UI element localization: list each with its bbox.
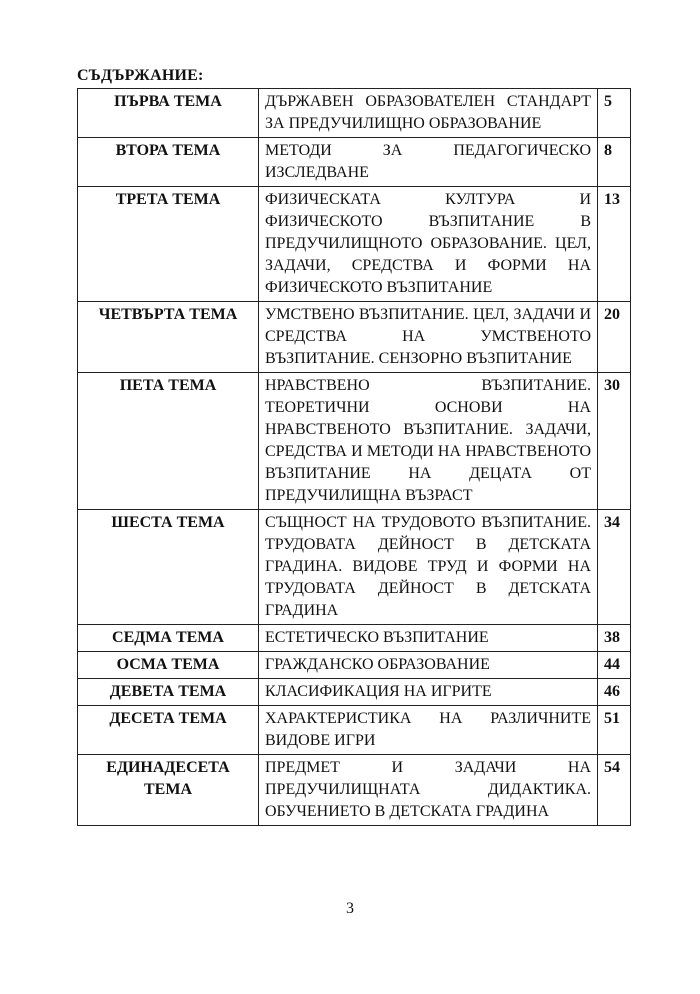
toc-row: [78, 187, 631, 302]
toc-title: КЛАСИФИКАЦИЯ НА ИГРИТЕ: [259, 679, 598, 706]
toc-topic: ЧЕТВЪРТА ТЕМА: [78, 302, 259, 373]
toc-page: 13: [598, 187, 631, 302]
toc-heading: СЪДЪРЖАНИЕ:: [77, 67, 204, 84]
toc-title: ГРАЖДАНСКО ОБРАЗОВАНИЕ: [259, 652, 598, 679]
toc-title: НРАВСТВЕНО ВЪЗПИТАНИЕ. ТЕОРЕТИЧНИ ОСНОВИ НА НРАВСТВЕНОТО ВЪЗПИТАНИЕ. ЗАДАЧИ, СРЕДСТВА И МЕТОДИ НА НРАВСТВЕНОТО ВЪЗПИТАНИЕ НА ДЕЦАТА ОТ ПРЕДУЧИЛИЩНА ВЪЗРАСТ: [259, 373, 598, 510]
toc-table: [77, 88, 631, 826]
toc-page: 30: [598, 373, 631, 510]
toc-topic: СЕДМА ТЕМА: [78, 625, 259, 652]
toc-title: МЕТОДИ ЗА ПЕДАГОГИЧЕСКО ИЗСЛЕДВАНЕ: [259, 138, 598, 187]
toc-row: [78, 373, 631, 510]
toc-page: 44: [598, 652, 631, 679]
toc-page: 51: [598, 706, 631, 755]
toc-page: 34: [598, 510, 631, 625]
toc-topic: ОСМА ТЕМА: [78, 652, 259, 679]
toc-row: [78, 625, 631, 652]
toc-title: ХАРАКТЕРИСТИКА НА РАЗЛИЧНИТЕ ВИДОВЕ ИГРИ: [259, 706, 598, 755]
toc-page: 8: [598, 138, 631, 187]
toc-row: [78, 89, 631, 138]
toc-page: 20: [598, 302, 631, 373]
toc-title: ЕСТЕТИЧЕСКО ВЪЗПИТАНИЕ: [259, 625, 598, 652]
toc-title: СЪЩНОСТ НА ТРУДОВОТО ВЪЗПИТАНИЕ. ТРУДОВАТА ДЕЙНОСТ В ДЕТСКАТА ГРАДИНА. ВИДОВЕ ТРУД И ФОРМИ НА ТРУДОВАТА ДЕЙНОСТ В ДЕТСКАТА ГРАДИНА: [259, 510, 598, 625]
toc-row: [78, 302, 631, 373]
toc-row: [78, 679, 631, 706]
toc-title: ФИЗИЧЕСКАТА КУЛТУРА И ФИЗИЧЕСКОТО ВЪЗПИТАНИЕ В ПРЕДУЧИЛИЩНОТО ОБРАЗОВАНИЕ. ЦЕЛ, ЗАДАЧИ, СРЕДСТВА И ФОРМИ НА ФИЗИЧЕСКОТО ВЪЗПИТАНИЕ: [259, 187, 598, 302]
toc-page: 54: [598, 755, 631, 826]
toc-row: [78, 510, 631, 625]
toc-topic: ТРЕТА ТЕМА: [78, 187, 259, 302]
toc-row: [78, 755, 631, 826]
page-number: 3: [346, 900, 354, 917]
toc-topic: ПЕТА ТЕМА: [78, 373, 259, 510]
toc-topic: ЕДИНАДЕСЕТА ТЕМА: [78, 755, 259, 826]
toc-topic: ДЕСЕТА ТЕМА: [78, 706, 259, 755]
toc-title: УМСТВЕНО ВЪЗПИТАНИЕ. ЦЕЛ, ЗАДАЧИ И СРЕДСТВА НА УМСТВЕНОТО ВЪЗПИТАНИЕ. СЕНЗОРНО ВЪЗПИТАНИЕ: [259, 302, 598, 373]
toc-title: ПРЕДМЕТ И ЗАДАЧИ НА ПРЕДУЧИЛИЩНАТА ДИДАКТИКА. ОБУЧЕНИЕТО В ДЕТСКАТА ГРАДИНА: [259, 755, 598, 826]
toc-topic: ДЕВЕТА ТЕМА: [78, 679, 259, 706]
toc-topic: ВТОРА ТЕМА: [78, 138, 259, 187]
toc-page: 46: [598, 679, 631, 706]
toc-page: 38: [598, 625, 631, 652]
toc-topic: ПЪРВА ТЕМА: [78, 89, 259, 138]
toc-title: ДЪРЖАВЕН ОБРАЗОВАТЕЛЕН СТАНДАРТ ЗА ПРЕДУЧИЛИЩНО ОБРАЗОВАНИЕ: [259, 89, 598, 138]
toc-row: [78, 652, 631, 679]
toc-body: [78, 89, 631, 826]
toc-page: 5: [598, 89, 631, 138]
toc-row: [78, 706, 631, 755]
toc-row: [78, 138, 631, 187]
toc-topic: ШЕСТА ТЕМА: [78, 510, 259, 625]
